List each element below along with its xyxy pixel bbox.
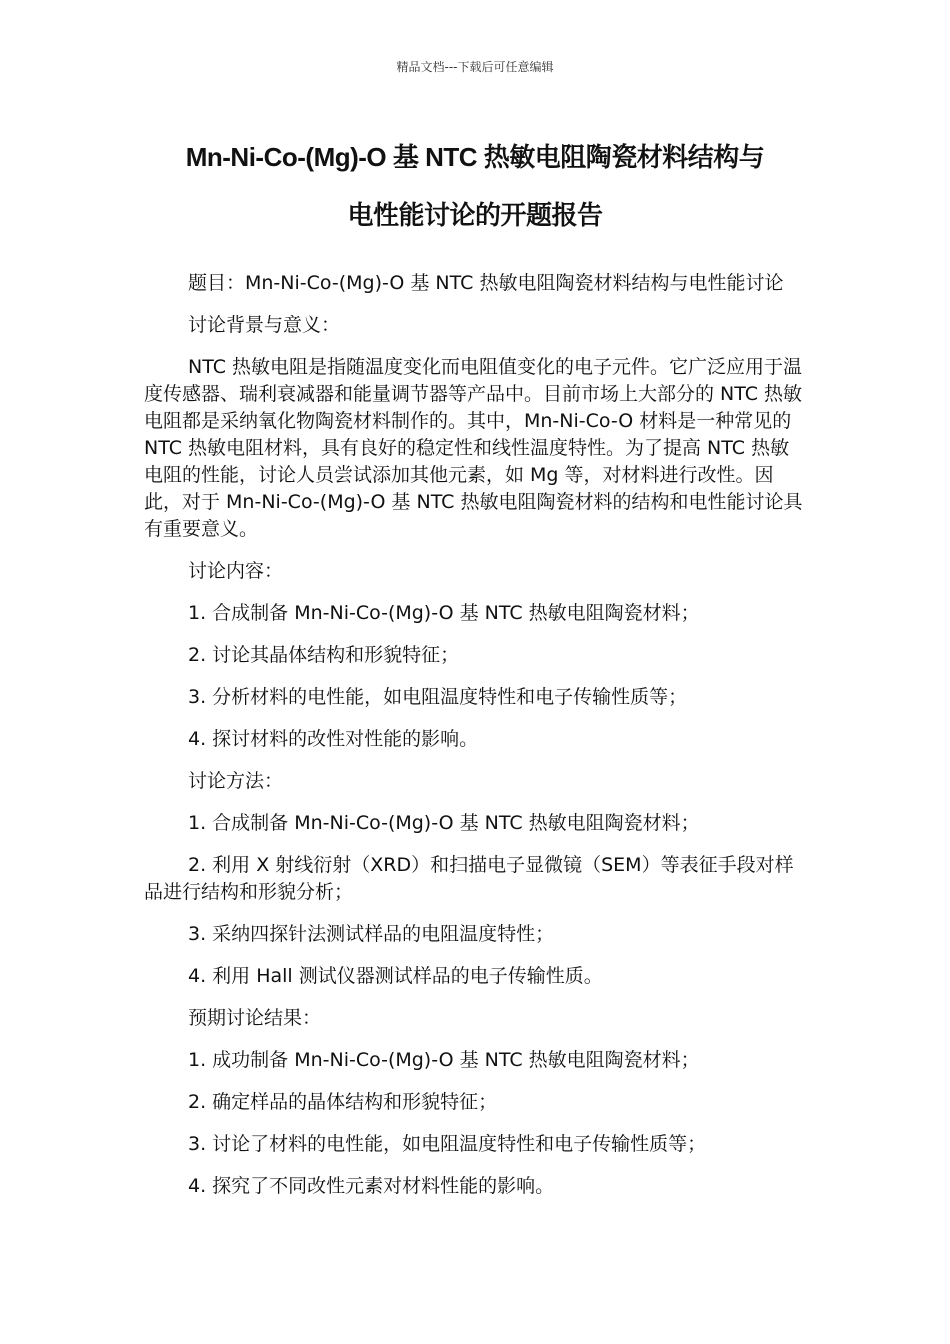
document-body: [144, 270, 808, 1215]
section-heading-method: 讨论方法：: [188, 770, 284, 792]
method-item-4: 4. 利用 Hall 测试仪器测试样品的电子传输性质。: [188, 965, 603, 987]
document-title-line-1: Mn-Ni-Co-(Mg)-O 基 NTC 热敏电阻陶瓷材料结构与: [185, 142, 765, 172]
section-heading-background: 讨论背景与意义：: [188, 314, 341, 336]
method-item-3: 3. 采纳四探针法测试样品的电阻温度特性；: [188, 923, 555, 945]
result-item-1: 1. 成功制备 Mn-Ni-Co-(Mg)-O 基 NTC 热敏电阻陶瓷材料；: [188, 1049, 700, 1071]
result-item-3: 3. 讨论了材料的电性能，如电阻温度特性和电子传输性质等；: [188, 1133, 707, 1155]
result-item-2: 2. 确定样品的晶体结构和形貌特征；: [188, 1091, 498, 1113]
section-heading-content: 讨论内容：: [188, 560, 284, 582]
document-title-line-2: 电性能讨论的开题报告: [347, 200, 603, 230]
result-item-4: 4. 探究了不同改性元素对材料性能的影响。: [188, 1175, 555, 1197]
content-item-3: 3. 分析材料的电性能，如电阻温度特性和电子传输性质等；: [188, 686, 688, 708]
method-item-2: 2. 利用 X 射线衍射（XRD）和扫描电子显微镜（SEM）等表征手段对样品进行结构和形貌分析；: [144, 854, 794, 903]
content-item-2: 2. 讨论其晶体结构和形貌特征；: [188, 644, 460, 666]
method-item-1: 1. 合成制备 Mn-Ni-Co-(Mg)-O 基 NTC 热敏电阻陶瓷材料；: [188, 812, 700, 834]
section-heading-expected-results: 预期讨论结果：: [188, 1007, 322, 1029]
document-title: [120, 128, 830, 244]
page-header-watermark: 精品文档---下载后可任意编辑: [396, 60, 554, 74]
content-item-1: 1. 合成制备 Mn-Ni-Co-(Mg)-O 基 NTC 热敏电阻陶瓷材料；: [188, 602, 700, 624]
content-item-4: 4. 探讨材料的改性对性能的影响。: [188, 728, 479, 750]
background-paragraph: NTC 热敏电阻是指随温度变化而电阻值变化的电子元件。它广泛应用于温度传感器、瑞利衰减器和能量调节器等产品中。目前市场上大部分的 NTC 热敏电阻都是采纳氧化物陶瓷材料制作的。其中，Mn-Ni-Co-O 材料是一种常见的 NTC 热敏电阻材料，具有良好的稳定性和线性温度特性。为了提高 NTC 热敏电阻的性能，讨论人员尝试添加其他元素，如 Mg 等，对材料进行改性。因此，对于 Mn-Ni-Co-(Mg)-O 基 NTC 热敏电阻陶瓷材料的结构和电性能讨论具有重要意义。: [144, 356, 803, 540]
topic-paragraph: 题目：Mn-Ni-Co-(Mg)-O 基 NTC 热敏电阻陶瓷材料结构与电性能讨论: [188, 272, 784, 294]
